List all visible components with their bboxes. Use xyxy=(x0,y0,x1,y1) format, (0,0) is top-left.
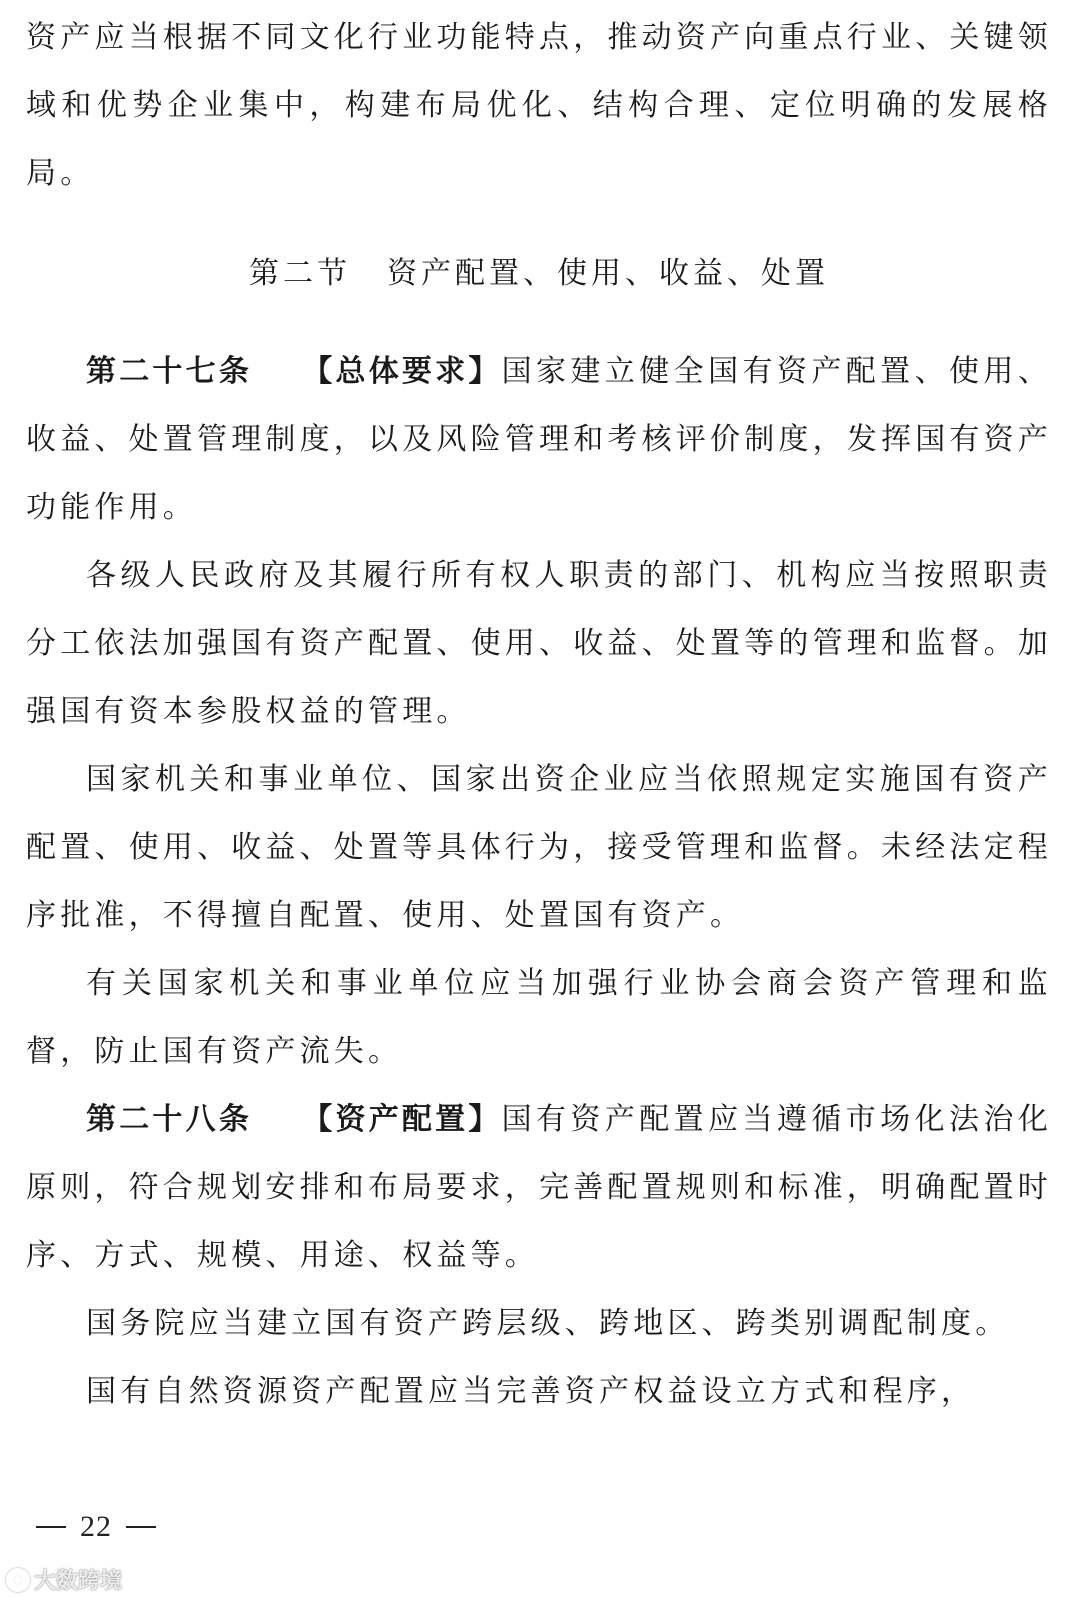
paragraph-body: 国有自然资源资产配置应当完善资产权益设立方式和程序， xyxy=(86,1374,976,1409)
article-28 xyxy=(26,1086,1052,1290)
paragraph-body: 各级人民政府及其履行所有权人职责的部门、机构应当按照职责分工依法加强国有资产配置、使用、收益、处置等的管理和监督。加强国有资本参股权益的管理。 xyxy=(26,558,1052,729)
paragraph-body: 有关国家机关和事业单位应当加强行业协会商会资产管理和监督，防止国有资产流失。 xyxy=(26,966,1052,1069)
article-label: 第二十七条 xyxy=(86,354,253,389)
paragraph-body: 国家机关和事业单位、国家出资企业应当依照规定实施国有资产配置、使用、收益、处置等具体行为，接受管理和监督。未经法定程序批准，不得擅自配置、使用、处置国有资产。 xyxy=(26,762,1052,933)
article-text: 国家建立健全国有资产配置、使用、收益、处置管理制度，以及风险管理和考核评价制度，发挥国有资产功能作用。 xyxy=(26,354,1053,525)
section-number: 第二节 xyxy=(249,256,351,291)
article-label: 第二十八条 xyxy=(86,1102,253,1137)
document-body xyxy=(26,4,1052,1426)
camera-logo-icon xyxy=(6,1568,30,1592)
footer-dash-left xyxy=(36,1526,66,1528)
section-heading: 资产配置、使用、收益、处置 xyxy=(387,256,829,291)
watermark xyxy=(6,1564,122,1595)
page-number: 22 xyxy=(80,1510,112,1543)
page-footer xyxy=(36,1510,156,1544)
paragraph-body: 国务院应当建立国有资产跨层级、跨地区、跨类别调配制度。 xyxy=(86,1306,1010,1341)
watermark-text: 大数跨境 xyxy=(34,1569,123,1594)
article-27 xyxy=(26,338,1052,542)
section-title xyxy=(26,240,1052,308)
article-text: 国有资产配置应当遵循市场化法治化原则，符合规划安排和布局要求，完善配置规则和标准，明确配置时序、方式、规模、用途、权益等。 xyxy=(26,1102,1053,1273)
article-heading: 【资产配置】 xyxy=(302,1102,502,1137)
footer-dash-right xyxy=(126,1526,156,1528)
paragraph-continuation: 资产应当根据不同文化行业功能特点，推动资产向重点行业、关键领域和优势企业集中，构建布局优化、结构合理、定位明确的发展格局。 xyxy=(26,20,1052,191)
article-heading: 【总体要求】 xyxy=(302,354,502,389)
